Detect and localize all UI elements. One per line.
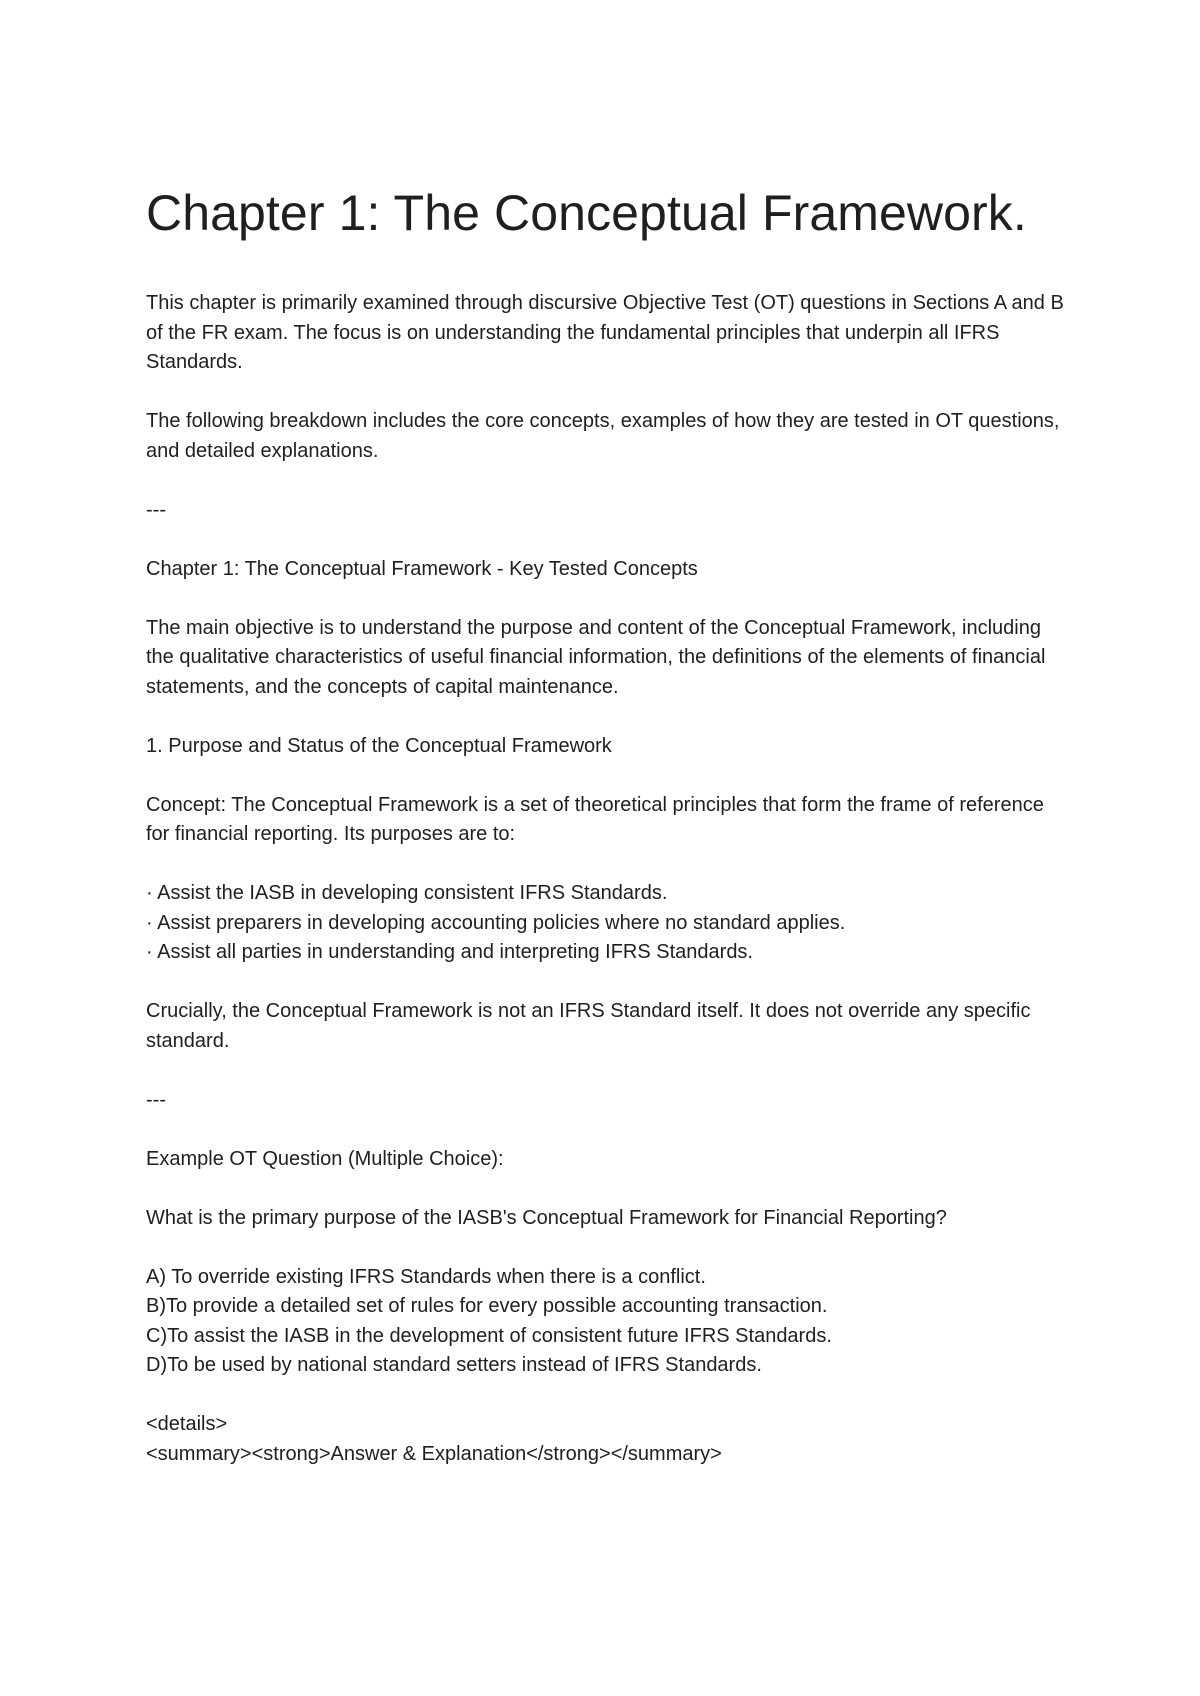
breakdown-paragraph: The following breakdown includes the core concepts, examples of how they are tested in OT questions, and detailed explanations.	[146, 410, 1060, 462]
page-title: Chapter 1: The Conceptual Framework.	[146, 185, 1027, 241]
intro-paragraph: This chapter is primarily examined through discursive Objective Test (OT) questions in Sections A and B of the FR exam. The focus is on understanding the fundamental principles that underpin all IFRS Standards.	[146, 292, 1064, 373]
subsection-heading: 1. Purpose and Status of the Conceptual Framework	[146, 734, 612, 757]
separator: ---	[146, 498, 166, 521]
section-heading: Chapter 1: The Conceptual Framework - Key Tested Concepts	[146, 557, 698, 580]
answer-options: A) To override existing IFRS Standards when there is a conflict. B)To provide a detailed set of rules for every possible accounting transaction. C)To assist the IASB in the development of consistent future IFRS Standards. D)To be used by national standard setters instead of IFRS Standards.	[146, 1265, 832, 1376]
objective-paragraph: The main objective is to understand the purpose and content of the Conceptual Framework, including the qualitative characteristics of useful financial information, the definitions of the elements of financial statements, and the concepts of capital maintenance.	[146, 616, 1046, 698]
purpose-list: · Assist the IASB in developing consistent IFRS Standards. · Assist preparers in developing accounting policies where no standard applies. · Assist all parties in understanding and interpreting IFRS Standards.	[146, 882, 846, 963]
document-page	[146, 178, 1066, 1469]
concept-paragraph: Concept: The Conceptual Framework is a set of theoretical principles that form the frame of reference for financial reporting. Its purposes are to:	[146, 793, 1044, 845]
details-markup-text: <details> <summary><strong>Answer & Explanation</strong></summary>	[146, 1413, 722, 1465]
status-paragraph: Crucially, the Conceptual Framework is not an IFRS Standard itself. It does not override any specific standard.	[146, 1000, 1031, 1052]
question-text: What is the primary purpose of the IASB's Conceptual Framework for Financial Reporting?	[146, 1206, 947, 1229]
separator: ---	[146, 1088, 166, 1111]
example-heading: Example OT Question (Multiple Choice):	[146, 1147, 504, 1170]
